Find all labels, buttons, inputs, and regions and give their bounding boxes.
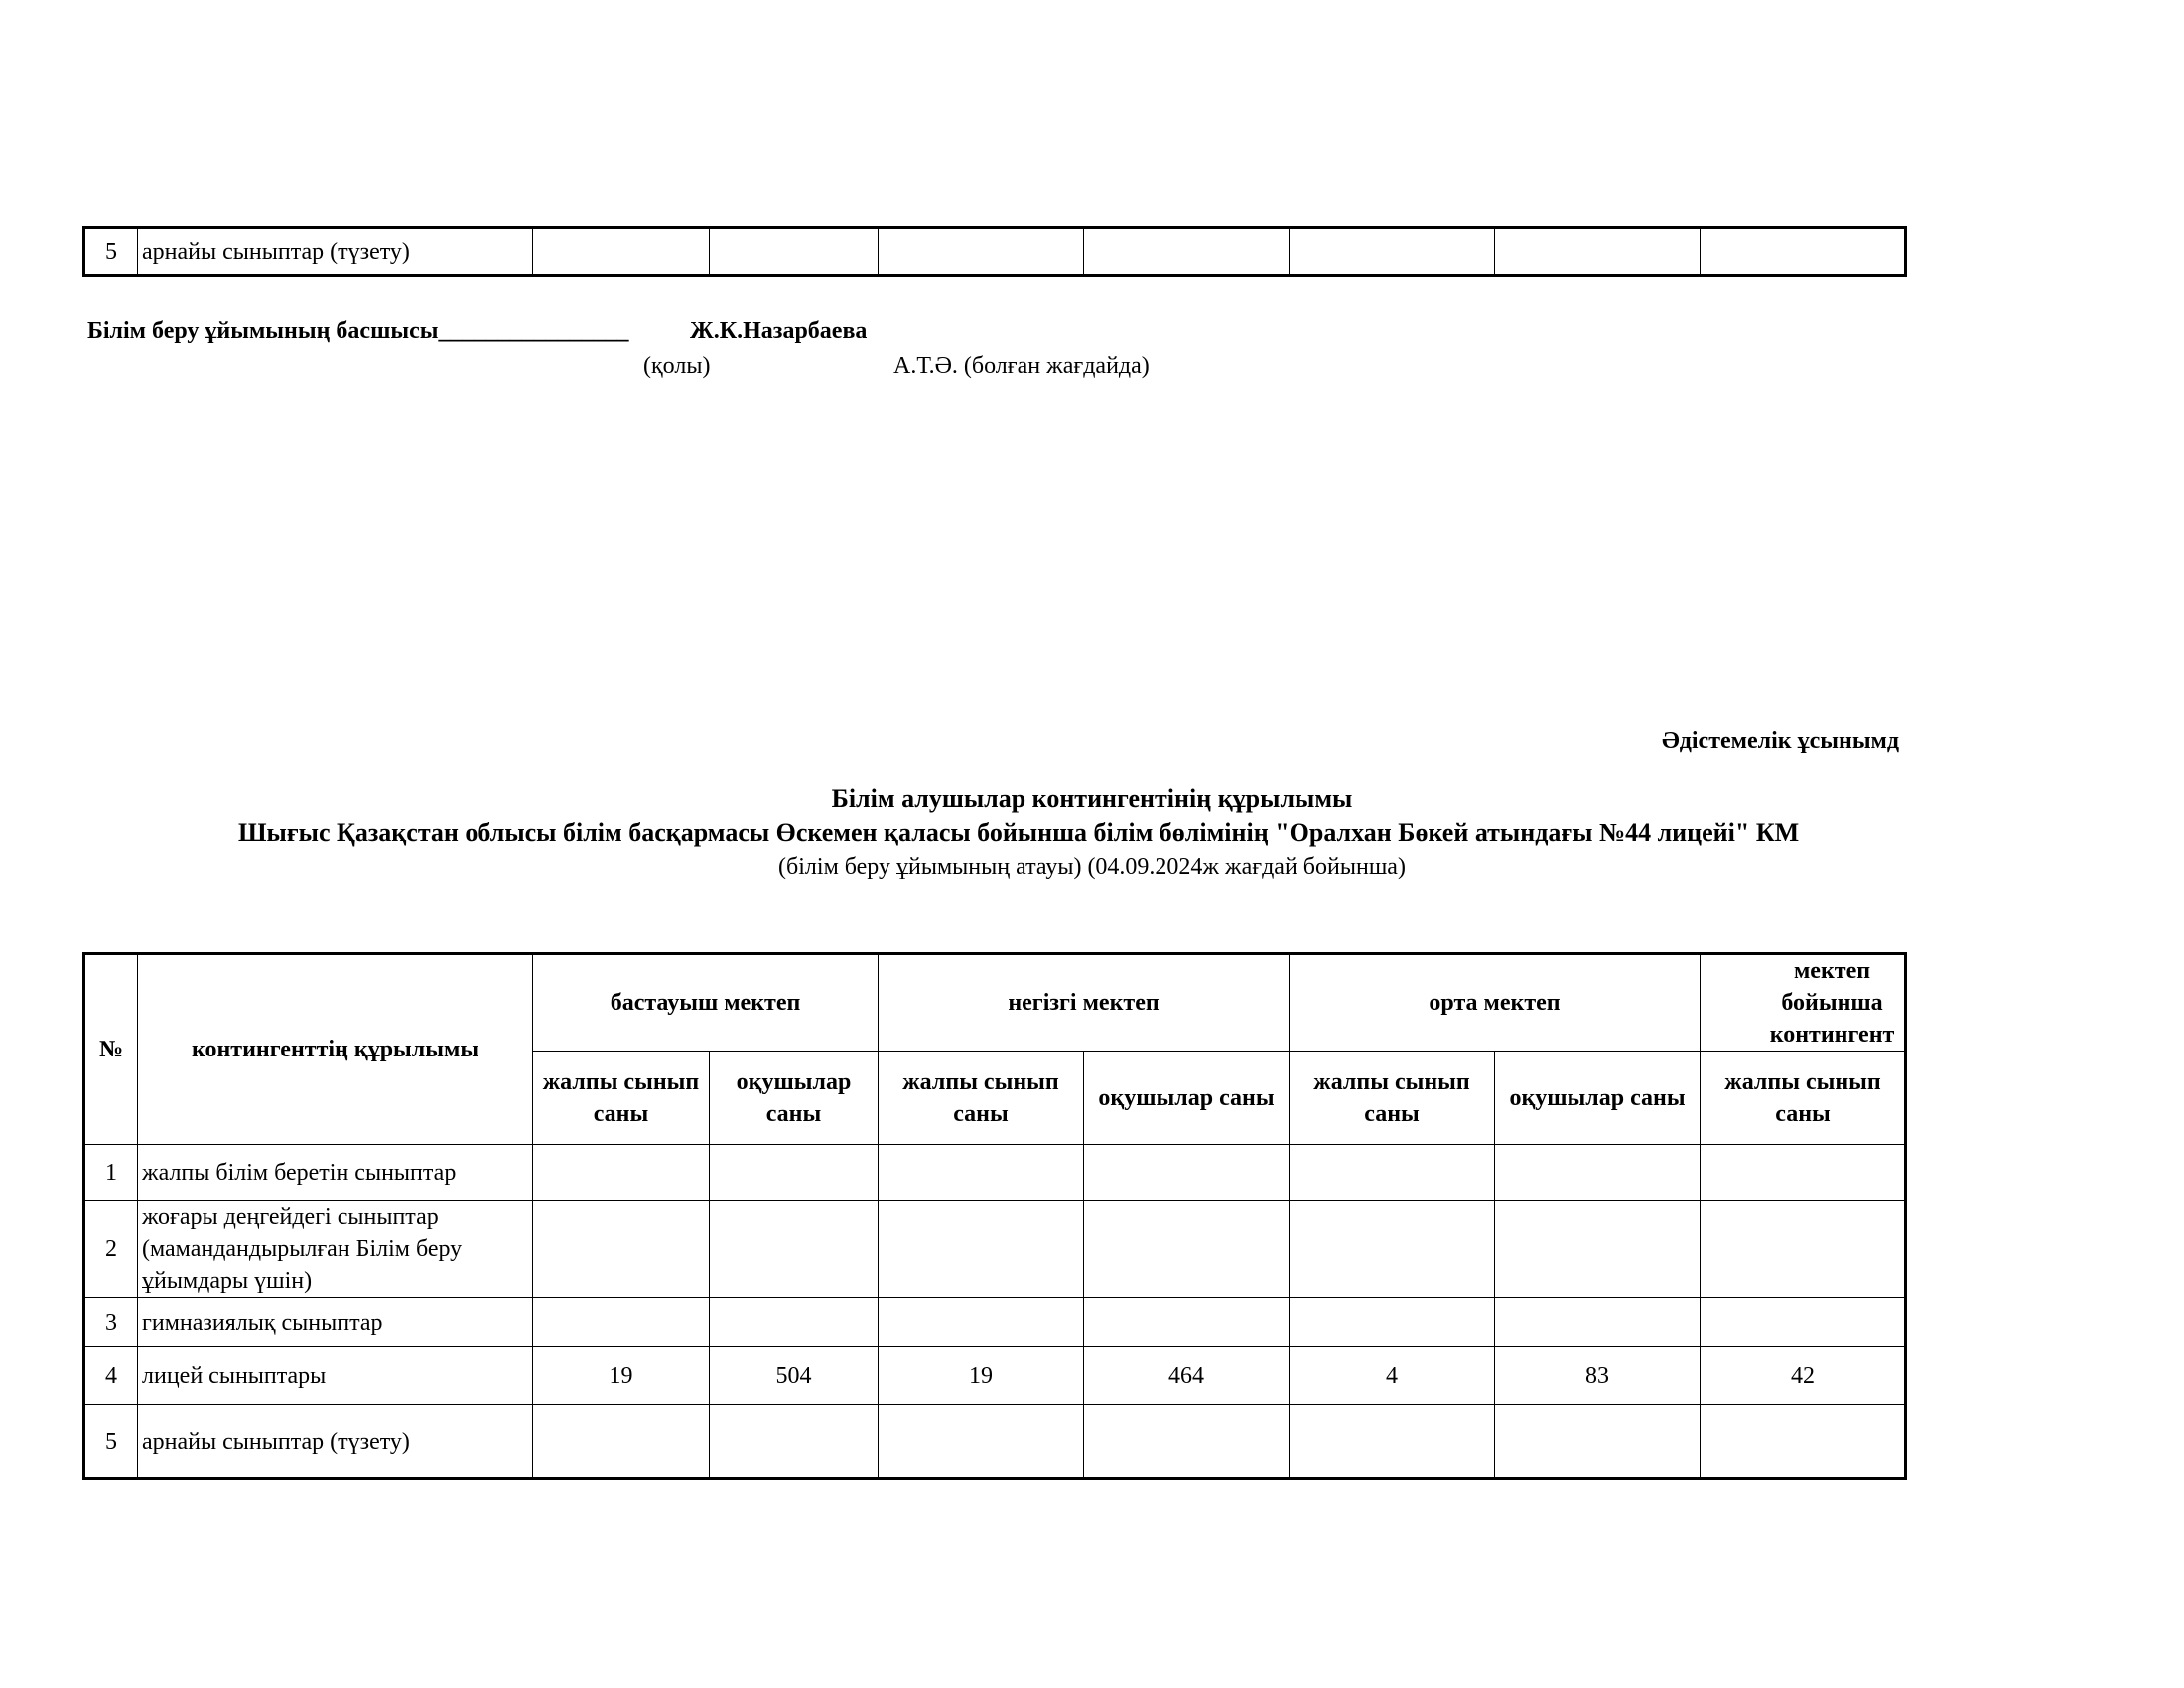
- table-cell: [710, 1405, 879, 1479]
- table-cell: 42: [1701, 1347, 1906, 1405]
- top-row-cell: [1701, 228, 1906, 276]
- table-cell: [879, 1405, 1084, 1479]
- table-cell: 4: [1290, 1347, 1495, 1405]
- table-cell: [1495, 1405, 1701, 1479]
- top-table-fragment: [82, 226, 1907, 277]
- top-row-cell: [710, 228, 879, 276]
- top-row-cell: [879, 228, 1084, 276]
- header-sub: оқушылар саны: [1084, 1052, 1290, 1145]
- document-title: Білім алушылар контингентінің құрылымы: [831, 784, 1353, 813]
- header-primary-school: бастауыш мектеп: [533, 954, 879, 1052]
- row-number: 4: [84, 1347, 138, 1405]
- table-cell: [533, 1201, 710, 1298]
- row-label: жоғары деңгейдегі сыныптар (мамандандырылған Білім беру ұйымдары үшін): [138, 1201, 533, 1298]
- table-cell: [1701, 1145, 1906, 1201]
- table-cell: [1290, 1201, 1495, 1298]
- name-hint: А.Т.Ә. (болған жағдайда): [893, 353, 1150, 379]
- header-basic-school: негізгі мектеп: [879, 954, 1290, 1052]
- table-row: [84, 1347, 1906, 1405]
- header-structure: контингенттің құрылымы: [138, 954, 533, 1145]
- signature-label: Білім беру ұйымының басшысы: [87, 318, 439, 344]
- top-row-label: арнайы сыныптар (түзету): [138, 228, 533, 276]
- table-cell: [1701, 1298, 1906, 1347]
- table-cell: 504: [710, 1347, 879, 1405]
- header-secondary-school: орта мектеп: [1290, 954, 1701, 1052]
- table-cell: 83: [1495, 1347, 1701, 1405]
- table-cell: [1495, 1201, 1701, 1298]
- table-cell: [1290, 1405, 1495, 1479]
- header-sub: жалпы сынып саны: [1701, 1052, 1906, 1145]
- table-cell: 19: [879, 1347, 1084, 1405]
- table-cell: [710, 1145, 879, 1201]
- row-number: 3: [84, 1298, 138, 1347]
- table-cell: [1290, 1145, 1495, 1201]
- signature-hint: (қолы): [643, 353, 711, 379]
- table-cell: [1084, 1298, 1290, 1347]
- table-cell: [710, 1298, 879, 1347]
- header-sub: оқушылар саны: [710, 1052, 879, 1145]
- header-sub: оқушылар саны: [1495, 1052, 1701, 1145]
- row-number: 1: [84, 1145, 138, 1201]
- top-row-number: 5: [84, 228, 138, 276]
- header-sub: жалпы сынып саны: [533, 1052, 710, 1145]
- top-row-cell: [1495, 228, 1701, 276]
- organization-hint: (білім беру ұйымының атауы) (04.09.2024ж жағдай бойынша): [778, 854, 1406, 880]
- table-cell: [879, 1145, 1084, 1201]
- table-cell: [1290, 1298, 1495, 1347]
- table-row: [84, 1201, 1906, 1298]
- methodical-note: Әдістемелік ұсынымд: [1662, 728, 1900, 754]
- table-row: [84, 1145, 1906, 1201]
- table-row: [84, 1298, 1906, 1347]
- table-cell: [1701, 1405, 1906, 1479]
- table-cell: [533, 1145, 710, 1201]
- header-sub: жалпы сынып саны: [879, 1052, 1084, 1145]
- row-label: гимназиялық сыныптар: [138, 1298, 533, 1347]
- top-row-cell: [1084, 228, 1290, 276]
- row-label: лицей сыныптары: [138, 1347, 533, 1405]
- row-number: 5: [84, 1405, 138, 1479]
- header-school-total: мектеп бойынша контингент: [1701, 954, 1906, 1052]
- table-cell: 464: [1084, 1347, 1290, 1405]
- director-name: Ж.К.Назарбаева: [690, 318, 868, 344]
- table-cell: [1495, 1145, 1701, 1201]
- organization-name: Шығыс Қазақстан облысы білім басқармасы Өскемен қаласы бойынша білім бөлімінің "Оралхан Бөкей атындағы №44 лицейі" КМ: [238, 818, 1800, 847]
- header-sub: жалпы сынып саны: [1290, 1052, 1495, 1145]
- signature-blank: ________________: [438, 318, 629, 344]
- table-row: [84, 1405, 1906, 1479]
- table-cell: [1084, 1405, 1290, 1479]
- table-cell: [1701, 1201, 1906, 1298]
- table-cell: [533, 1298, 710, 1347]
- row-label: арнайы сыныптар (түзету): [138, 1405, 533, 1479]
- table-cell: 19: [533, 1347, 710, 1405]
- top-row-cell: [1290, 228, 1495, 276]
- table-cell: [533, 1405, 710, 1479]
- table-cell: [1084, 1145, 1290, 1201]
- row-label: жалпы білім беретін сыныптар: [138, 1145, 533, 1201]
- table-cell: [879, 1298, 1084, 1347]
- contingent-table: [82, 952, 1907, 1480]
- top-row-cell: [533, 228, 710, 276]
- table-cell: [879, 1201, 1084, 1298]
- table-cell: [710, 1201, 879, 1298]
- header-number: №: [84, 954, 138, 1145]
- signature-line: [87, 318, 628, 345]
- table-cell: [1084, 1201, 1290, 1298]
- row-number: 2: [84, 1201, 138, 1298]
- table-cell: [1495, 1298, 1701, 1347]
